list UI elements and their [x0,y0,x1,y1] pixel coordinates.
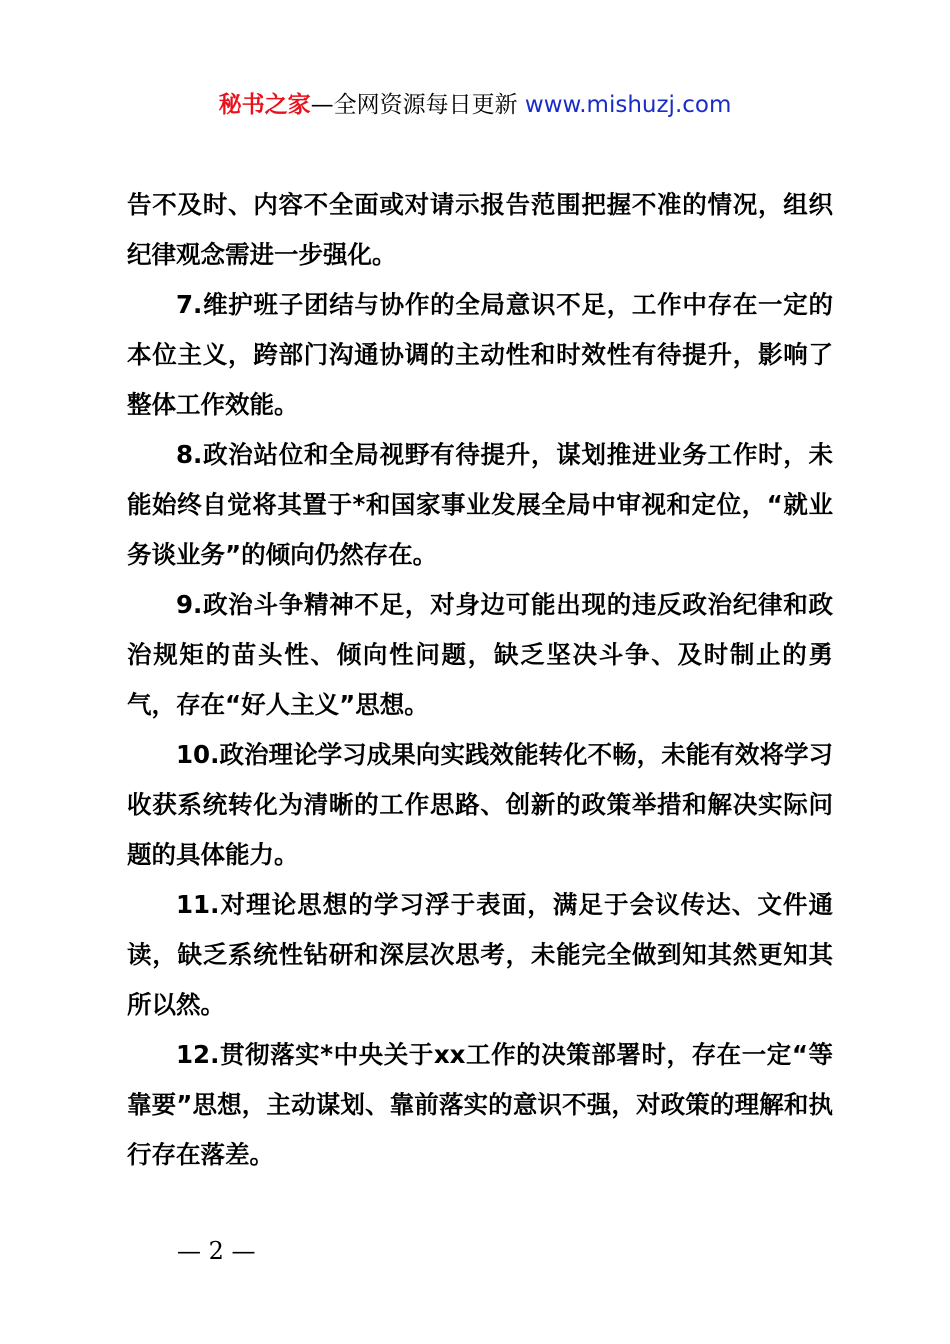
paragraph-item-11: 11.对理论思想的学习浮于表面，满足于会议传达、文件通读，缺乏系统性钻研和深层次思考，未能完全做到知其然更知其所以然。 [127,890,833,1019]
brand-name: 秘书之家 [218,92,311,118]
paragraph-item-10: 10.政治理论学习成果向实践效能转化不畅，未能有效将学习收获系统转化为清晰的工作思路、创新的政策举措和解决实际问题的具体能力。 [127,740,833,869]
paragraph-item-8: 8.政治站位和全局视野有待提升，谋划推进业务工作时，未能始终自觉将其置于*和国家事业发展全局中审视和定位，“就业务谈业务”的倾向仍然存在。 [127,440,833,569]
document-body [127,180,833,1180]
page-number: — 2 — [177,1237,256,1265]
header-url-link[interactable]: www.mishuzj.com [524,92,732,118]
paragraph-item-12: 12.贯彻落实*中央关于xx工作的决策部署时，存在一定“等靠要”思想，主动谋划、靠前落实的意识不强，对政策的理解和执行存在落差。 [127,1040,833,1169]
header-tagline: —全网资源每日更新 [310,92,518,118]
paragraph-item-7: 7.维护班子团结与协作的全局意识不足，工作中存在一定的本位主义，跨部门沟通协调的主动性和时效性有待提升，影响了整体工作效能。 [127,290,833,419]
page-header [0,88,950,122]
paragraph-continued: 告不及时、内容不全面或对请示报告范围把握不准的情况，组织纪律观念需进一步强化。 [127,190,833,269]
paragraph-item-9: 9.政治斗争精神不足，对身边可能出现的违反政治纪律和政治规矩的苗头性、倾向性问题，缺乏坚决斗争、及时制止的勇气，存在“好人主义”思想。 [127,590,833,719]
